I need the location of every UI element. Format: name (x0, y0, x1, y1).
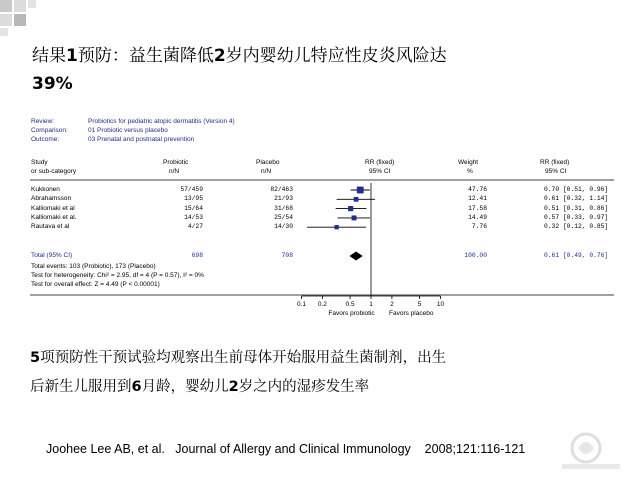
study-name: Kukkonen (31, 186, 60, 193)
study-rr-ci: 0.51 [0.31, 0.86] (544, 204, 609, 212)
study-name: Kalliomaki et al (31, 204, 75, 212)
study-probiotic: 4/27 (187, 223, 203, 231)
col-weight: Weight (458, 159, 479, 166)
col-placebo-sub: n/N (261, 168, 272, 175)
heterogeneity-test: Test for heterogeneity: Chi² = 2.95, df = 4 (P = 0.57), I² = 0% (31, 272, 204, 279)
comparison-value: 01 Probiotic versus placebo (88, 127, 168, 134)
study-name: Abrahamsson (31, 195, 72, 203)
col-rr-sub: 95% CI (369, 168, 391, 175)
x-tick-label: 1 (369, 301, 373, 308)
body-text (30, 344, 620, 402)
total-events: Total events: 103 (Probiotic), 173 (Placebo) (31, 263, 156, 270)
study-weight: 7.76 (471, 223, 487, 231)
title-text: 岁内婴幼儿特应性皮炎风险达 (225, 46, 447, 66)
x-tick-label: 2 (390, 301, 394, 308)
title-number: 2 (213, 46, 226, 66)
review-value: Probiotics for pediatric atopic dermatitis (Version 4) (88, 118, 235, 125)
x-tick-label: 0.1 (296, 301, 307, 308)
total-probiotic: 698 (191, 252, 203, 259)
total-name: Total (95% CI) (31, 252, 73, 259)
x-tick-label: 10 (436, 301, 445, 308)
comparison-label: Comparison: (31, 127, 68, 134)
body-number: 5 (30, 350, 41, 366)
total-diamond (349, 252, 362, 261)
study-probiotic: 15/64 (184, 204, 203, 212)
title-number: 1 (66, 46, 78, 66)
body-number: 2 (228, 379, 239, 395)
body-line-1 (30, 344, 620, 373)
title-text: 预防：益生菌降低 (77, 46, 214, 66)
study-placebo: 25/54 (274, 213, 293, 221)
total-placebo: 708 (281, 252, 293, 259)
col-probiotic: Probiotic (163, 159, 189, 166)
study-placebo: 14/30 (274, 223, 293, 231)
body-text-span: 后新生儿服用到 (30, 379, 132, 395)
study-placebo: 21/93 (274, 195, 293, 203)
study-rr-ci: 0.70 [0.51, 0.96] (544, 186, 609, 193)
study-probiotic: 13/95 (184, 195, 203, 203)
study-name: Rautava et al (31, 223, 70, 231)
study-weight: 17.58 (468, 204, 487, 212)
title-percentage: 39% (32, 74, 73, 94)
study-placebo: 31/68 (274, 204, 293, 212)
col-probiotic-sub: n/N (169, 168, 180, 175)
col-rrci-sub: 95% CI (545, 168, 567, 175)
study-weight: 12.41 (468, 195, 487, 203)
citation: Joohee Lee AB, et al. Journal of Allergy and Clinical Immunology 2008;121:116-121 (46, 442, 526, 456)
total-rr-ci: 0.61 [0.49, 0.76] (544, 252, 609, 259)
body-number: 6 (131, 379, 142, 395)
body-text-span: 月龄，婴幼儿 (141, 379, 229, 395)
study-rr-ci: 0.57 [0.33, 0.97] (544, 213, 609, 221)
overall-effect-test: Test for overall effect: Z = 4.49 (P < 0.00001) (31, 281, 160, 288)
col-placebo: Placebo (256, 159, 280, 166)
study-rr-ci: 0.32 [0.12, 0.85] (544, 223, 609, 231)
study-square (348, 206, 353, 211)
title-text: 结果 (32, 46, 66, 66)
x-tick-label: 0.2 (317, 301, 327, 308)
body-text-span: 岁之内的湿疹发生率 (238, 379, 370, 395)
study-weight: 47.76 (468, 186, 487, 193)
review-label: Review: (31, 118, 55, 125)
study-weight: 14.49 (468, 213, 487, 221)
study-square (352, 215, 357, 220)
study-square (354, 197, 359, 202)
study-square (334, 225, 338, 229)
col-rrci: RR (fixed) (540, 159, 570, 166)
col-weight-sub: % (467, 168, 473, 175)
study-probiotic: 57/459 (180, 186, 203, 193)
body-line-2 (30, 373, 620, 402)
x-tick-label: 5 (417, 301, 422, 308)
outcome-value: 03 Prenatal and postnatal prevention (88, 136, 195, 143)
study-probiotic: 14/53 (184, 213, 203, 221)
watermark-logo (556, 428, 626, 472)
col-rr: RR (fixed) (365, 159, 395, 166)
favors-placebo-label: Favors placebo (389, 310, 434, 317)
study-square (357, 187, 364, 194)
outcome-label: Outcome: (31, 136, 60, 143)
col-study-sub: or sub-category (31, 168, 77, 175)
body-text-span: 项预防性干预试验均观察出生前母体开始服用益生菌制剂，出生 (40, 350, 447, 366)
col-study: Study (31, 159, 48, 166)
study-name: Kalliomaki et al. (31, 213, 77, 221)
x-tick-label: 0.5 (345, 301, 355, 308)
study-rr-ci: 0.61 [0.32, 1.14] (544, 195, 609, 203)
favors-probiotic-label: Favors probiotic (328, 310, 375, 317)
total-weight: 100.00 (464, 252, 487, 259)
study-placebo: 82/463 (270, 186, 293, 193)
